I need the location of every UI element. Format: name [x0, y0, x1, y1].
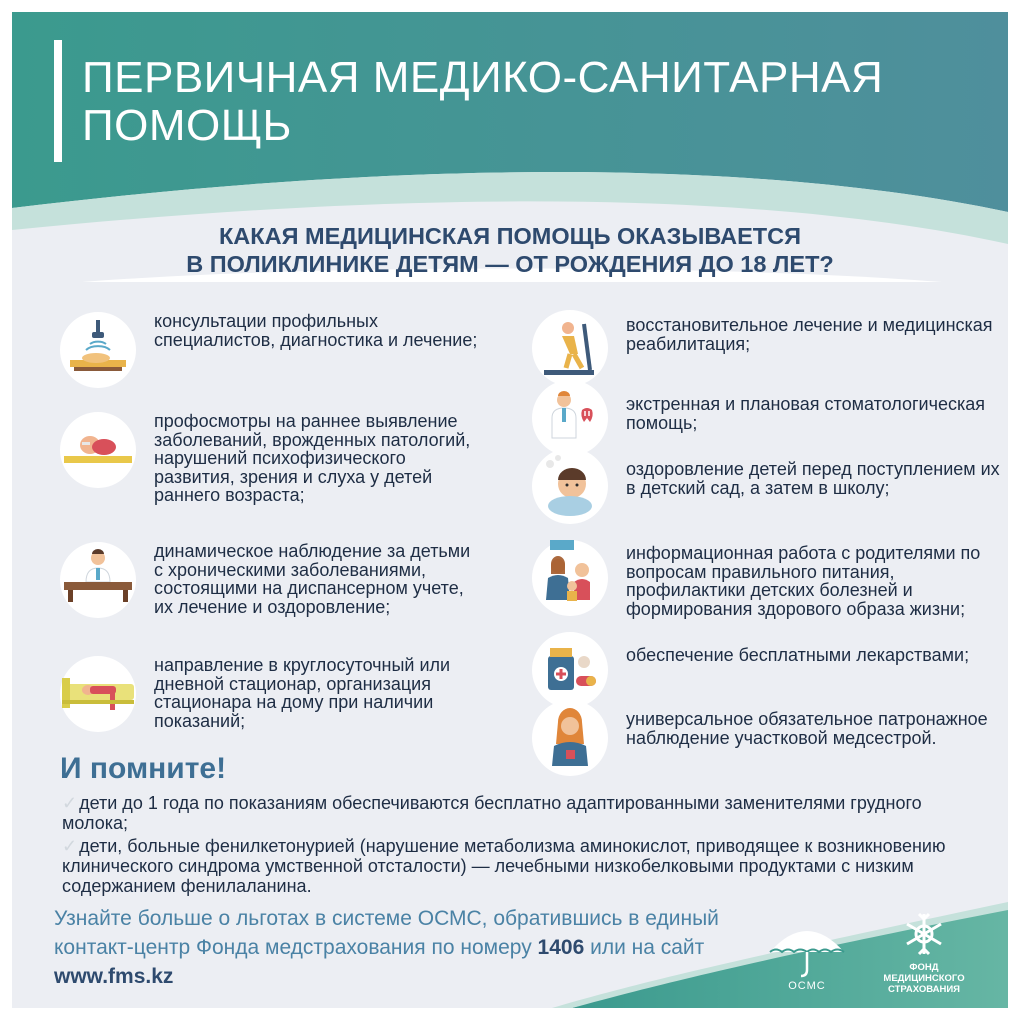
- fund-label-line-1: ФОНД: [909, 962, 939, 973]
- website-link[interactable]: www.fms.kz: [54, 965, 174, 988]
- footer-info: [54, 904, 734, 991]
- service-item-parent-education: [532, 540, 1006, 618]
- title-accent-bar: [54, 40, 62, 162]
- service-text: восстановительное лечение и медицинская реабилитация;: [626, 315, 993, 354]
- service-text: профосмотры на раннее выявление заболеваний, врожденных патологий, нарушений психофизического развития, зрения и слуха у детей раннего возраста;: [154, 411, 471, 505]
- dentist-icon: [532, 380, 608, 456]
- osms-label: ОСМС: [788, 980, 826, 992]
- child-bath-icon: [532, 448, 608, 524]
- service-item-rehabilitation: [532, 310, 1006, 386]
- subtitle-line-2: В ПОЛИКЛИНИКЕ ДЕТЯМ — ОТ РОЖДЕНИЯ ДО 18 ЛЕТ?: [186, 251, 834, 277]
- service-item-consultations: [60, 312, 484, 388]
- bullet-text: дети, больные фенилкетонурией (нарушение метаболизма аминокислот, приводящее к возникновению клинического синдрома умственной отсталости) — лечебными низкобелковыми продуктами с низким содержанием фенилаланина.: [62, 836, 946, 896]
- service-text: направление в круглосуточный или дневной стационар, организация стационара на дому при наличии показаний;: [154, 655, 451, 731]
- hospital-bed-icon: [60, 656, 136, 732]
- section-question: [12, 222, 1008, 278]
- service-text: информационная работа с родителями по вопросам правильного питания, профилактики детских болезней и формирования здорового образа жизни;: [626, 543, 981, 619]
- subtitle-line-1: КАКАЯ МЕДИЦИНСКАЯ ПОМОЩЬ ОКАЗЫВАЕТСЯ: [218, 223, 802, 249]
- service-text: обеспечение бесплатными лекарствами;: [626, 645, 970, 665]
- service-item-hospital-referral: [60, 656, 484, 732]
- doctor-desk-icon: [60, 542, 136, 618]
- page-title: [82, 54, 982, 150]
- umbrella-icon: [764, 914, 850, 978]
- title-line-1: ПЕРВИЧНАЯ МЕДИКО-САНИТАРНАЯ: [82, 53, 884, 102]
- remember-heading: И помните!: [60, 752, 227, 785]
- service-text: универсальное обязательное патронажное наблюдение участковой медсестрой.: [626, 709, 988, 748]
- contact-phone[interactable]: 1406: [537, 936, 585, 959]
- medicine-bottle-icon: [532, 632, 608, 708]
- service-item-monitoring: [60, 542, 484, 618]
- checkmark-icon: ✓: [62, 836, 78, 856]
- title-line-2: ПОМОЩЬ: [82, 101, 292, 150]
- service-text: оздоровление детей перед поступлением их в детский сад, а затем в школу;: [626, 459, 1000, 498]
- service-text: динамическое наблюдение за детьми с хроническими заболеваниями, состоящими на диспансерном учете, их лечение и оздоровление;: [154, 541, 471, 617]
- remember-bullet: [62, 793, 962, 833]
- footer-text-part-1: Узнайте больше о льготах в системе ОСМС, обратившись в единый контакт-центр Фонда медстрахования по номеру: [54, 907, 719, 959]
- service-text: консультации профильных специалистов, диагностика и лечение;: [154, 311, 478, 350]
- treadmill-icon: [532, 310, 608, 386]
- checkmark-icon: ✓: [62, 793, 78, 813]
- fund-label-line-2: МЕДИЦИНСКОГО: [883, 973, 965, 984]
- nurse-icon: [532, 700, 608, 776]
- bullet-text: дети до 1 года по показаниям обеспечиваются бесплатно адаптированными заменителями грудного молока;: [62, 793, 922, 833]
- fund-logo: [864, 910, 984, 1004]
- service-item-dentistry: [532, 380, 1006, 456]
- osms-logo: [764, 914, 850, 1004]
- ultrasound-icon: [60, 312, 136, 388]
- fund-label-line-3: СТРАХОВАНИЯ: [887, 984, 961, 995]
- baby-scale-icon: [60, 412, 136, 488]
- service-item-nurse-visits: [532, 700, 1006, 776]
- infographic-card: [12, 12, 1008, 1008]
- service-item-free-medicine: [532, 632, 1006, 708]
- footer-text-part-2: или на сайт: [584, 936, 705, 959]
- service-item-child-wellness: [532, 448, 1006, 524]
- parents-consultation-icon: [532, 540, 608, 616]
- fund-label: [864, 962, 984, 995]
- snowflake-icon: [864, 910, 984, 958]
- service-text: экстренная и плановая стоматологическая помощь;: [626, 394, 986, 433]
- service-item-checkups: [60, 412, 484, 505]
